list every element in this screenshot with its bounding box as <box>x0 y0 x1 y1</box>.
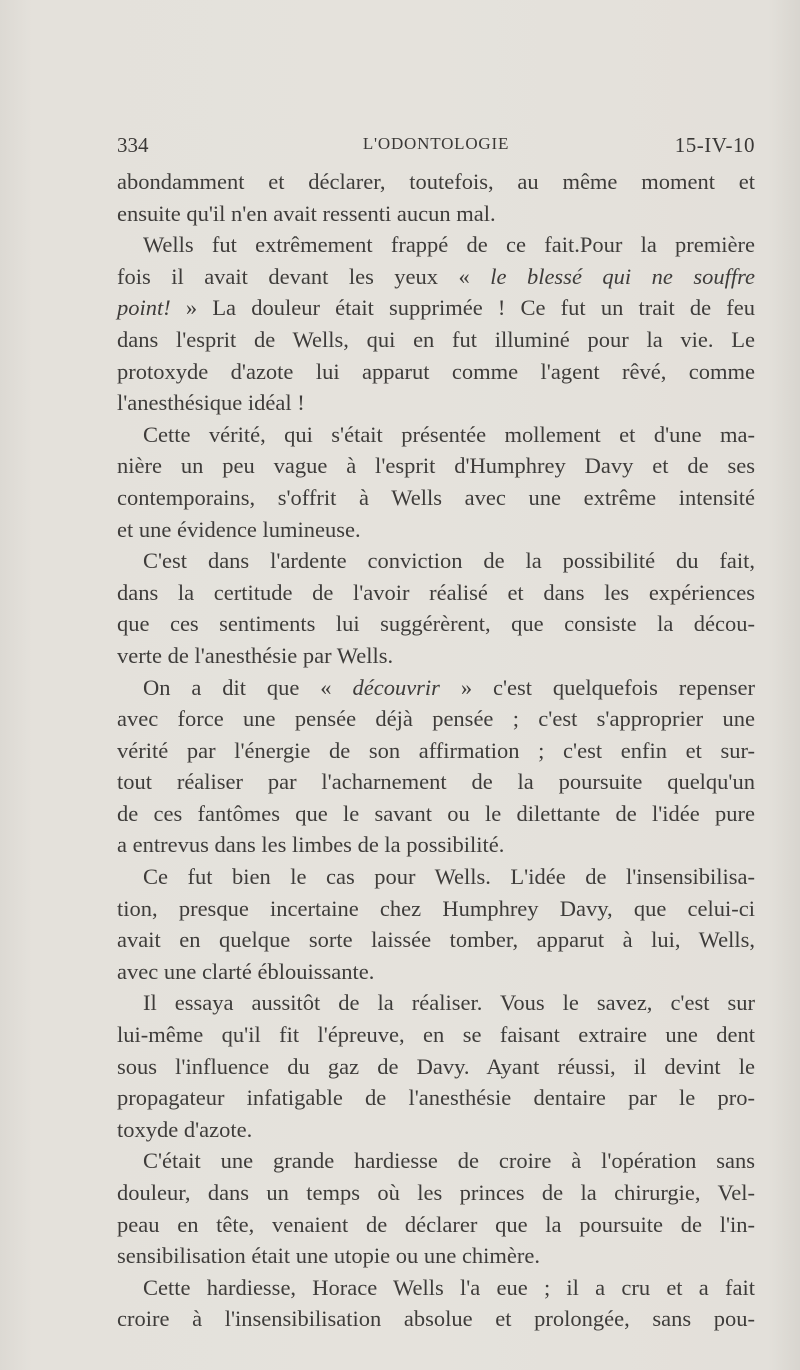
paragraph <box>117 1145 755 1271</box>
text-line: Cette hardiesse, Horace Wells l'a eue ; il a cru et a fait <box>143 1274 755 1300</box>
text-line: protoxyde d'azote lui apparut comme l'agent rêvé, comme <box>117 358 755 384</box>
running-title: L'ODONTOLOGIE <box>362 134 510 153</box>
text-line: douleur, dans un temps où les princes de la chirurgie, Vel- <box>117 1180 755 1205</box>
text-line: a entrevus dans les limbes de la possibilité. <box>117 832 505 858</box>
italic-text: point! <box>117 295 186 321</box>
text-line: dans la certitude de l'avoir réalisé et dans les expériences <box>117 579 755 605</box>
text-line: lui-même qu'il fit l'épreuve, en se faisant extraire une dent <box>117 1022 755 1048</box>
text-run: » La douleur était supprimée ! Ce fut un trait de feu <box>185 295 755 321</box>
text-line: croire à l'insensibilisation absolue et prolongée, sans pou- <box>117 1306 755 1332</box>
text-line: avait en quelque sorte laissée tomber, apparut à lui, Wells, <box>117 927 755 953</box>
text-line: Wells fut extrêmement frappé de ce fait.Pour la première <box>143 232 755 258</box>
text-line: Cette vérité, qui s'était présentée mollement et d'une ma- <box>143 421 755 447</box>
text-run: » c'est quelquefois repenser <box>439 674 755 700</box>
italic-text: découvrir <box>352 674 440 700</box>
text-line: vérité par l'énergie de son affirmation ; c'est enfin et sur- <box>117 737 755 763</box>
text-line: Il essaya aussitôt de la réaliser. Vous le savez, c'est sur <box>143 990 755 1016</box>
page-header <box>117 133 755 159</box>
text-line: verte de l'anesthésie par Wells. <box>117 642 394 668</box>
paragraph <box>117 545 755 671</box>
paragraph <box>117 672 755 862</box>
text-line: que ces sentiments lui suggérèrent, que consiste la décou- <box>117 611 755 637</box>
text-line <box>117 292 755 324</box>
text-line: nière un peu vague à l'esprit d'Humphrey Davy et de ses <box>117 453 755 479</box>
text-line: contemporains, s'offrit à Wells avec une extrême intensité <box>117 484 755 510</box>
text-line: C'est dans l'ardente conviction de la possibilité du fait, <box>143 548 755 574</box>
text-line: tion, presque incertaine chez Humphrey Davy, que celui-ci <box>117 895 755 921</box>
text-line: ensuite qu'il n'en avait ressenti aucun mal. <box>117 200 496 226</box>
text-line: sensibilisation était une utopie ou une chimère. <box>117 1243 541 1269</box>
text-line <box>117 672 755 704</box>
text-line: dans l'esprit de Wells, qui en fut illuminé pour la vie. Le <box>117 326 755 352</box>
text-line: de ces fantômes que le savant ou le dilettante de l'idée pure <box>117 800 755 826</box>
text-line: peau en tête, venaient de déclarer que la poursuite de l'in- <box>117 1211 755 1237</box>
page-number: 334 <box>117 133 149 157</box>
paragraph <box>117 861 755 987</box>
text-line: avec une clarté éblouissante. <box>117 958 375 984</box>
text-line: sous l'influence du gaz de Davy. Ayant réussi, il devint le <box>117 1053 755 1079</box>
paragraph <box>117 419 755 545</box>
paragraph <box>117 229 755 419</box>
text-run: On a dit que « <box>143 674 353 700</box>
text-line: Ce fut bien le cas pour Wells. L'idée de l'insensibilisa- <box>143 864 755 890</box>
text-line: C'était une grande hardiesse de croire à l'opération sans <box>143 1148 755 1174</box>
text-line: propagateur infatigable de l'anesthésie dentaire par le pro- <box>117 1085 755 1111</box>
text-line <box>117 261 755 293</box>
paragraph <box>117 166 755 229</box>
text-line: avec force une pensée déjà pensée ; c'est s'approprier une <box>117 706 755 732</box>
text-run: fois il avait devant les yeux « <box>117 263 491 289</box>
issue-date: 15-IV-10 <box>674 133 755 157</box>
text-line: abondamment et déclarer, toutefois, au même moment et <box>117 169 755 194</box>
body-text <box>117 166 755 1335</box>
text-line: l'anesthésique idéal ! <box>117 390 305 416</box>
text-line: toxyde d'azote. <box>117 1116 253 1142</box>
text-line: tout réaliser par l'acharnement de la poursuite quelqu'un <box>117 769 755 795</box>
italic-text: le blessé qui ne souffre <box>490 263 755 289</box>
paragraph <box>117 1272 755 1335</box>
text-line: et une évidence lumineuse. <box>117 516 361 542</box>
paragraph <box>117 987 755 1145</box>
